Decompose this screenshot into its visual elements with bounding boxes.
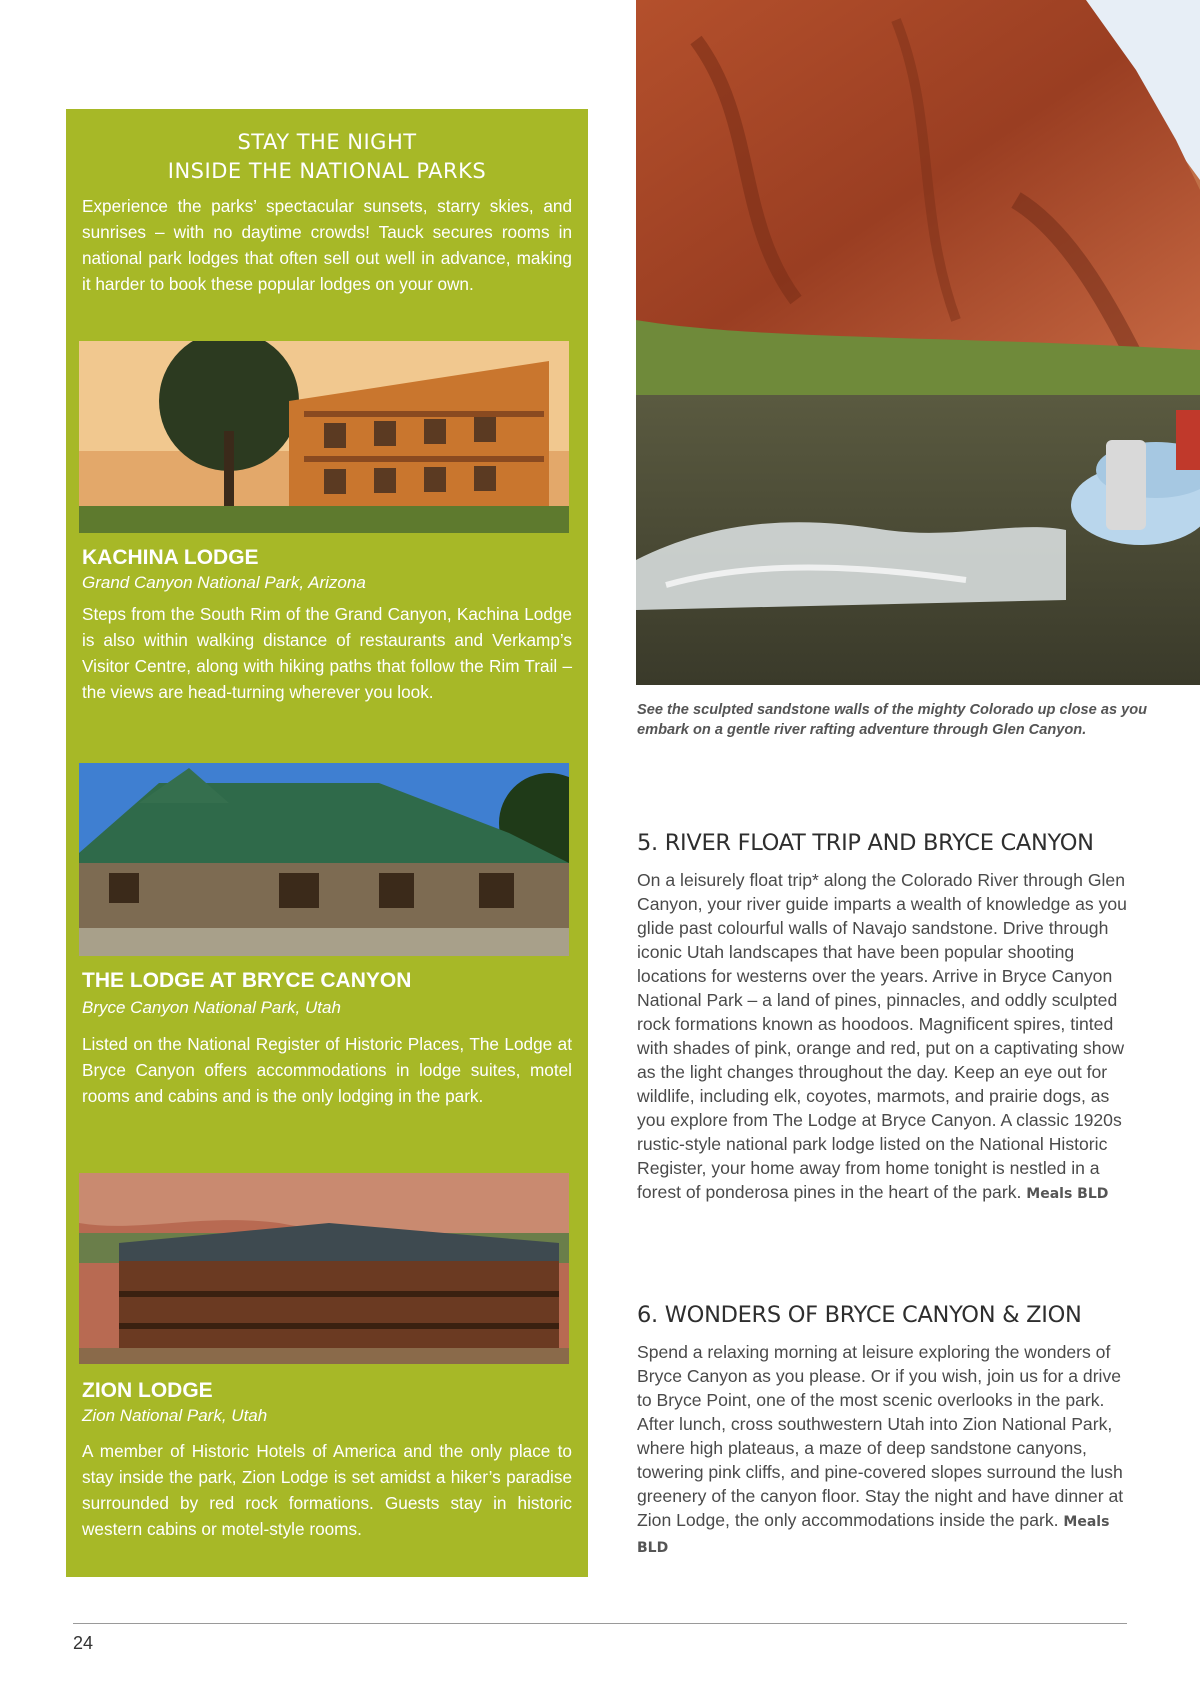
page-number: 24 (73, 1633, 94, 1653)
section-text: Spend a relaxing morning at leisure exploring the wonders of Bryce Canyon as you please. Or if you wish, join us for a drive to Bryce Point, one of the most scenic overlooks in the park. After lunch, cross southwestern Utah into Zion National Park, where high plateaus, a maze of deep sandstone canyons, towering pink cliffs, and pine-covered slopes surround the lush greenery of the canyon floor. Stay the night and have dinner at Zion Lodge, the only accommodations inside the park. (637, 1342, 1124, 1530)
photo-caption: See the sculpted sandstone walls of the mighty Colorado up close as you embark on a gentle river rafting adventure through Glen Canyon. (637, 702, 1148, 738)
bryce-lodge-photo (79, 763, 569, 956)
lodge-location: Grand Canyon National Park, Arizona (82, 573, 366, 592)
lodge-description: Steps from the South Rim of the Grand Canyon, Kachina Lodge is also within walking distance of restaurants and Verkamp’s Visitor Centre, along with hiking paths that follow the Rim Trail – the views are head-turning wherever you look. (82, 604, 572, 702)
section-body (637, 1340, 1137, 1560)
national-parks-sidebar (66, 109, 588, 1577)
section-title: 6. WONDERS OF BRYCE CANYON & ZION (637, 1302, 1082, 1328)
lodge-description: Listed on the National Register of Historic Places, The Lodge at Bryce Canyon offers accommodations in lodge suites, motel rooms and cabins and is the only lodging in the park. (82, 1034, 572, 1106)
meals-label: Meals BLD (637, 1514, 1110, 1556)
lodge-name: THE LODGE AT BRYCE CANYON (82, 969, 412, 992)
lodge-name: ZION LODGE (82, 1379, 213, 1402)
footer-divider (73, 1623, 1127, 1624)
sidebar-title: STAY THE NIGHT (237, 130, 417, 154)
kachina-lodge-photo (79, 341, 569, 533)
zion-lodge-photo (79, 1173, 569, 1364)
river-rafting-photo (636, 0, 1200, 685)
lodge-location: Zion National Park, Utah (82, 1406, 268, 1425)
section-text: On a leisurely float trip* along the Colorado River through Glen Canyon, your river guide imparts a wealth of knowledge as you glide past colourful walls of Navajo sandstone. Drive through iconic Utah landscapes that have been popular shooting locations for westerns over the years. Arrive in Bryce Canyon National Park – a land of pines, pinnacles, and oddly sculpted rock formations known as hoodoos. Magnificent spires, tinted with shades of pink, orange and red, put on a captivating show as the light changes throughout the day. Keep an eye out for wildlife, including elk, coyotes, marmots, and prairie dogs, as you explore from The Lodge at Bryce Canyon. A classic 1920s rustic-style national park lodge listed on the National Historic Register, your home away from home tonight is nestled in a forest of ponderosa pines in the heart of the park. (637, 870, 1127, 1202)
sidebar-intro: Experience the parks’ spectacular sunsets, starry skies, and sunrises – with no daytime crowds! Tauck secures rooms in national park lodges that often sell out well in advance, making it harder to book these popular lodges on your own. (82, 196, 572, 294)
section-body (637, 868, 1137, 1206)
lodge-location: Bryce Canyon National Park, Utah (82, 998, 341, 1017)
meals-label: Meals BLD (1026, 1186, 1109, 1202)
lodge-name: KACHINA LODGE (82, 546, 259, 569)
section-title: 5. RIVER FLOAT TRIP AND BRYCE CANYON (637, 830, 1094, 856)
sidebar-subtitle: INSIDE THE NATIONAL PARKS (167, 159, 487, 183)
lodge-description: A member of Historic Hotels of America and the only place to stay inside the park, Zion Lodge is set amidst a hiker’s paradise surrounded by red rock formations. Guests stay in historic western cabins or motel-style rooms. (82, 1441, 572, 1539)
